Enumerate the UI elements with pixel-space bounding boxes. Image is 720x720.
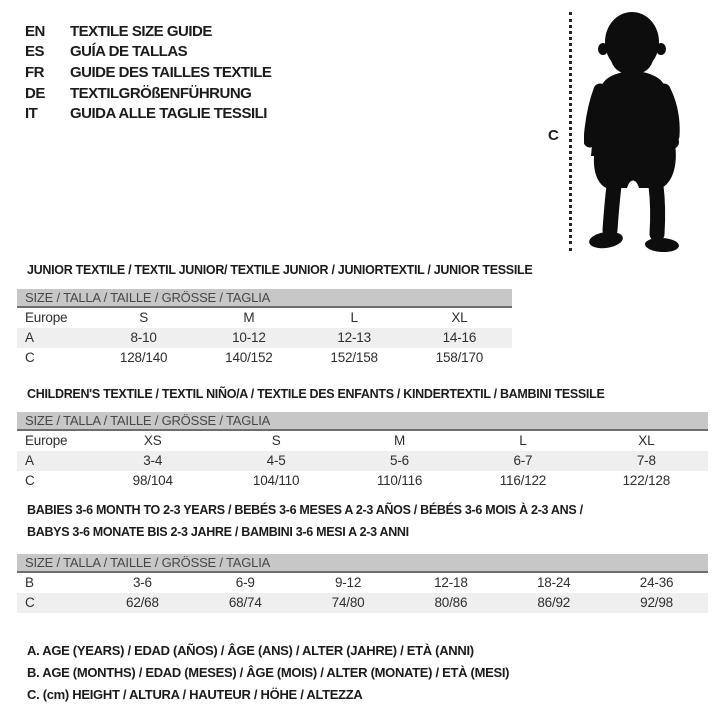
- row-label: A: [25, 453, 34, 468]
- language-row-en: [25, 21, 271, 42]
- table-row-europe: [17, 308, 512, 328]
- size-cell: 158/170: [435, 350, 484, 365]
- language-row-es: [25, 42, 271, 63]
- size-header-bar: SIZE / TALLA / TAILLE / GRÖSSE / TAGLIA: [17, 412, 708, 431]
- row-label: Europe: [25, 310, 68, 325]
- size-cell: S: [271, 433, 281, 448]
- note-age-years: A. AGE (YEARS) / EDAD (AÑOS) / ÂGE (ANS) / ALTER (JAHRE) / ETÀ (ANNI): [27, 643, 474, 658]
- language-code: FR: [25, 63, 44, 81]
- language-code: EN: [25, 22, 45, 40]
- size-cell: M: [393, 433, 406, 448]
- size-cell: 92/98: [640, 595, 673, 610]
- size-cell: 9-12: [334, 575, 362, 590]
- language-code: DE: [25, 84, 45, 102]
- toddler-silhouette-icon: [584, 6, 706, 258]
- language-code: ES: [25, 43, 45, 61]
- language-row-fr: [25, 62, 271, 83]
- height-measure-label: C: [548, 127, 559, 144]
- size-cell: 18-24: [536, 575, 571, 590]
- table-row-height: [17, 348, 512, 368]
- size-cell: 7-8: [636, 453, 656, 468]
- size-cell: 116/122: [499, 473, 547, 488]
- size-cell: 12-13: [337, 330, 371, 345]
- language-row-it: [25, 103, 271, 124]
- size-cell: S: [139, 310, 149, 325]
- language-title: GUIDA ALLE TAGLIE TESSILI: [70, 105, 267, 123]
- table-row-age: [17, 328, 512, 348]
- row-label: C: [25, 595, 35, 610]
- size-cell: 3-6: [132, 575, 152, 590]
- row-label: B: [25, 575, 34, 590]
- size-cell: 24-36: [639, 575, 674, 590]
- junior-table-title: JUNIOR TEXTILE / TEXTIL JUNIOR/ TEXTILE JUNIOR / JUNIORTEXTIL / JUNIOR TESSILE: [27, 263, 533, 277]
- size-cell: L: [519, 433, 527, 448]
- size-cell: M: [243, 310, 255, 325]
- size-cell: 68/74: [228, 595, 262, 610]
- language-title-list: [25, 21, 271, 124]
- size-cell: 98/104: [132, 473, 173, 488]
- table-row-height: [17, 593, 708, 613]
- size-cell: 10-12: [232, 330, 266, 345]
- size-cell: 122/128: [622, 473, 671, 488]
- size-cell: 4-5: [266, 453, 286, 468]
- size-cell: 8-10: [130, 330, 157, 345]
- size-cell: XS: [143, 433, 162, 448]
- size-cell: XL: [638, 433, 655, 448]
- size-cell: L: [350, 310, 358, 325]
- size-cell: 86/92: [537, 595, 571, 610]
- babies-table-title: [27, 500, 583, 543]
- language-title: TEXTILE SIZE GUIDE: [70, 22, 212, 40]
- size-header-bar: SIZE / TALLA / TAILLE / GRÖSSE / TAGLIA: [17, 289, 512, 308]
- note-age-months: B. AGE (MONTHS) / EDAD (MESES) / ÂGE (MOIS) / ALTER (MONATE) / ETÀ (MESI): [27, 665, 510, 680]
- table-row-europe: [17, 431, 708, 451]
- babies-table-title-line2: BABYS 3-6 MONATE BIS 2-3 JAHRE / BAMBINI 3-6 MESI A 2-3 ANNI: [27, 524, 409, 539]
- language-title: GUIDE DES TAILLES TEXTILE: [70, 63, 272, 81]
- size-cell: 152/158: [330, 350, 378, 365]
- size-cell: 14-16: [442, 330, 477, 345]
- row-label: A: [25, 330, 34, 345]
- size-header-bar: SIZE / TALLA / TAILLE / GRÖSSE / TAGLIA: [17, 554, 708, 573]
- babies-table-title-line1: BABIES 3-6 MONTH TO 2-3 YEARS / BEBÉS 3-6 MESES A 2-3 AÑOS / BÉBÉS 3-6 MOIS À 2-3 ANS /: [27, 503, 583, 517]
- size-cell: 62/68: [126, 595, 159, 610]
- children-size-table: [17, 412, 708, 491]
- language-title: TEXTILGRÖßENFÜHRUNG: [70, 84, 252, 102]
- size-cell: 140/152: [225, 350, 273, 365]
- size-cell: 6-9: [235, 575, 255, 590]
- row-label: Europe: [25, 433, 68, 448]
- size-cell: 3-4: [143, 453, 163, 468]
- size-cell: 80/86: [434, 595, 468, 610]
- language-row-de: [25, 83, 271, 104]
- size-cell: 110/116: [376, 473, 423, 488]
- size-cell: XL: [451, 310, 468, 325]
- legend-notes: [27, 640, 509, 706]
- table-row-months: [17, 573, 708, 593]
- size-cell: 74/80: [331, 595, 365, 610]
- note-height-cm: C. (cm) HEIGHT / ALTURA / HAUTEUR / HÖHE / ALTEZZA: [27, 687, 363, 702]
- size-cell: 128/140: [119, 350, 168, 365]
- children-table-title: CHILDREN'S TEXTILE / TEXTIL NIÑO/A / TEXTILE DES ENFANTS / KINDERTEXTIL / BAMBINI TESSILE: [27, 387, 605, 401]
- height-measure-line: [569, 12, 572, 251]
- size-cell: 104/110: [252, 473, 300, 488]
- table-row-age: [17, 451, 708, 471]
- table-row-height: [17, 471, 708, 491]
- size-cell: 12-18: [434, 575, 468, 590]
- language-code: IT: [25, 105, 38, 123]
- size-cell: 6-7: [513, 453, 533, 468]
- row-label: C: [25, 350, 35, 365]
- junior-size-table: [17, 289, 512, 368]
- babies-size-table: [17, 554, 708, 613]
- language-title: GUÍA DE TALLAS: [70, 43, 188, 61]
- row-label: C: [25, 473, 35, 488]
- size-cell: 5-6: [390, 453, 409, 468]
